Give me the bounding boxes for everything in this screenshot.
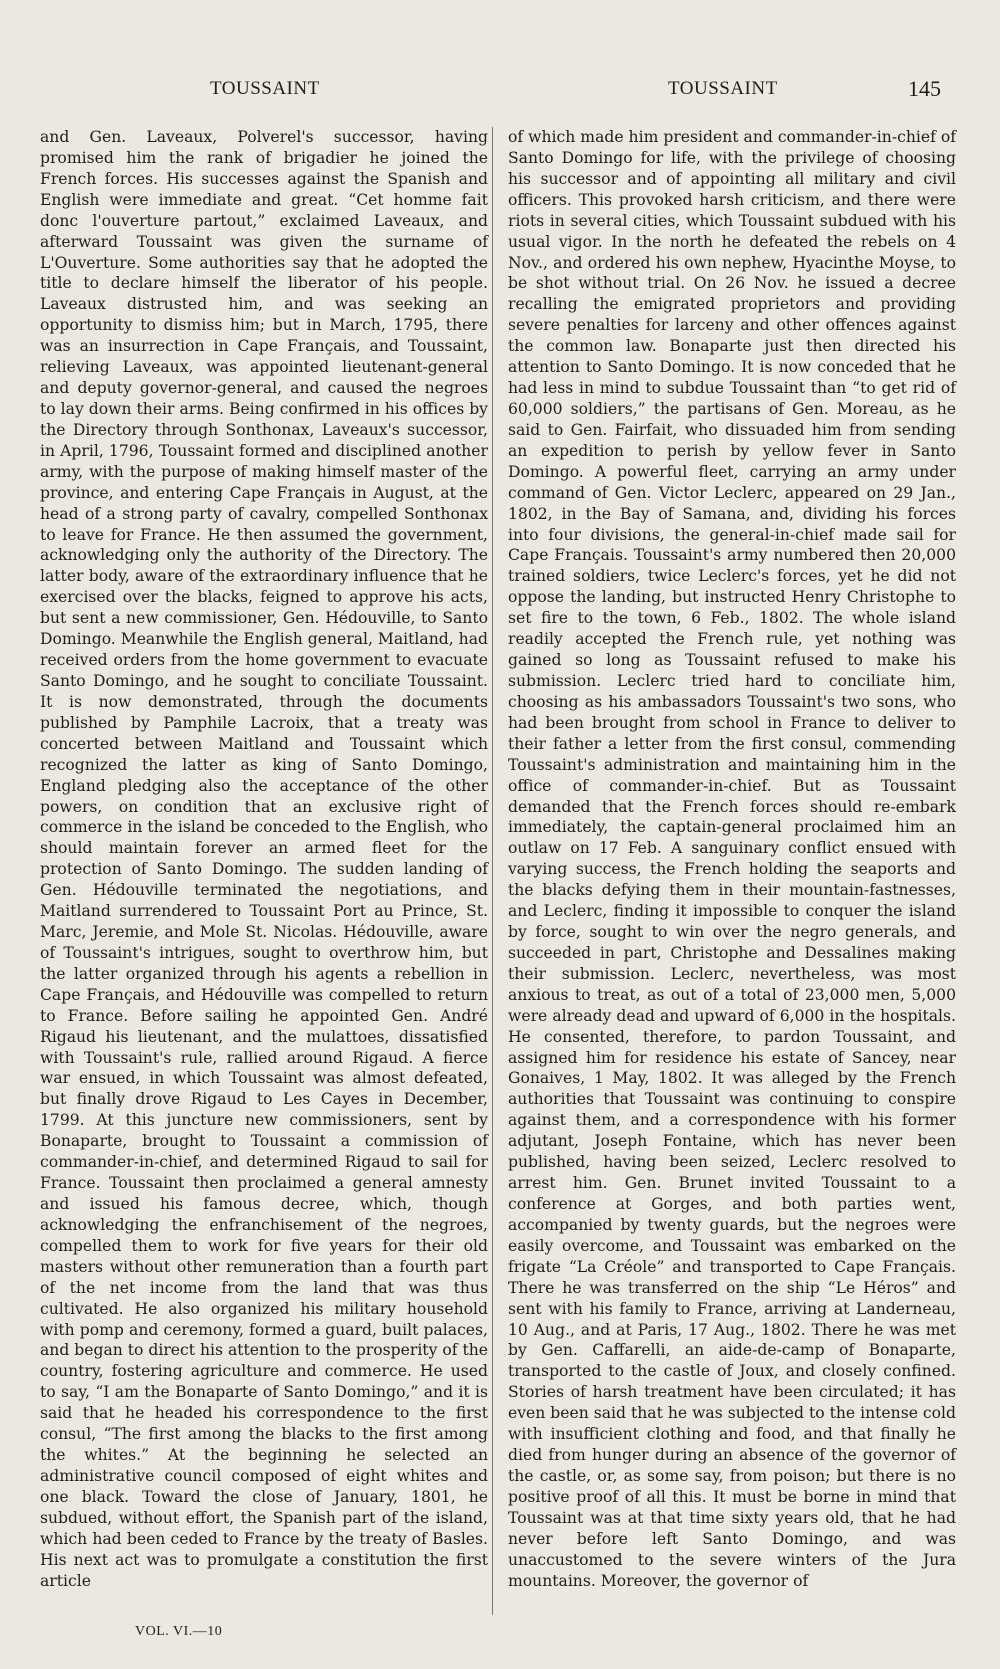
running-head-left: TOUSSAINT [210, 78, 320, 99]
text-column-right [508, 127, 956, 1592]
text-column-left [40, 127, 488, 1592]
body-text-left: and Gen. Laveaux, Polverel's successor, having promised him the rank of brigadier he joined the French forces. His successes against the Spanish and English were immediate and great. “Cet homme fait donc l'ouverture partout,” exclaimed Laveaux, and afterward Toussaint was given the surname of L'Ouverture. Some authorities say that he adopted the title to declare himself the liberator of his people. Laveaux distrusted him, and was seeking an opportunity to dismiss him; but in March, 1795, there was an insurrection in Cape Français, and Toussaint, relieving Laveaux, was appointed lieutenant-general and deputy governor-general, and caused the negroes to lay down their arms. Being confirmed in his offices by the Directory through Sonthonax, Laveaux's successor, in April, 1796, Toussaint formed and disciplined another army, with the purpose of making himself master of the province, and entering Cape Français in August, at the head of a strong party of cavalry, compelled Sonthonax to leave for France. He then assumed the government, acknowledging only the authority of the Directory. The latter body, aware of the extraordinary influence that he exercised over the blacks, feigned to approve his acts, but sent a new commissioner, Gen. Hédouville, to Santo Domingo. Meanwhile the English general, Maitland, had received orders from the home government to evacuate Santo Domingo, and he sought to conciliate Toussaint. It is now demonstrated, through the documents published by Pamphile Lacroix, that a treaty was concerted between Maitland and Toussaint which recognized the latter as king of Santo Domingo, England pledging also the acceptance of the other powers, on condition that an exclusive right of commerce in the island be conceded to the English, who should maintain forever an armed fleet for the protection of Santo Domingo. The sudden landing of Gen. Hédouville terminated the negotiations, and Maitland surrendered to Toussaint Port au Prince, St. Marc, Jeremie, and Mole St. Nicolas. Hédouville, aware of Toussaint's intrigues, sought to overthrow him, but the latter organized through his agents a rebellion in Cape Français, and Hédouville was compelled to return to France. Before sailing he appointed Gen. André Rigaud his lieutenant, and the mulattoes, dissatisfied with Toussaint's rule, rallied around Rigaud. A fierce war ensued, in which Toussaint was almost defeated, but finally drove Rigaud to Les Cayes in December, 1799. At this juncture new commissioners, sent by Bonaparte, brought to Toussaint a commission of commander-in-chief, and determined Rigaud to sail for France. Toussaint then proclaimed a general amnesty and issued his famous decree, which, though acknowledging the enfranchisement of the negroes, compelled them to work for five years for their old masters without other remuneration than a fourth part of the net income from the land that was thus cultivated. He also organized his military household with pomp and ceremony, formed a guard, built palaces, and began to direct his attention to the prosperity of the country, fostering agriculture and commerce. He used to say, “I am the Bonaparte of Santo Domingo,” and it is said that he headed his correspondence to the first consul, “The first among the blacks to the first among the whites.” At the beginning he selected an administrative council composed of eight whites and one black. Toward the close of January, 1801, he subdued, without effort, the Spanish part of the island, which had been ceded to France by the treaty of Basles. His next act was to promulgate a constitution the first article [40, 128, 488, 1590]
column-divider [492, 127, 493, 1615]
signature-mark: VOL. VI.—10 [135, 1624, 223, 1639]
body-text-right: of which made him president and commander-in-chief of Santo Domingo for life, with the privilege of choosing his successor and of appointing all military and civil officers. This provoked harsh criticism, and there were riots in several cities, which Toussaint subdued with his usual vigor. In the north he defeated the rebels on 4 Nov., and ordered his own nephew, Hyacinthe Moyse, to be shot without trial. On 26 Nov. he issued a decree recalling the emigrated proprietors and providing severe penalties for larceny and other offences against the common law. Bonaparte just then directed his attention to Santo Domingo. It is now conceded that he had less in mind to subdue Toussaint than “to get rid of 60,000 soldiers,” the partisans of Gen. Moreau, as he said to Gen. Fairfait, who dissuaded him from sending an expedition to perish by yellow fever in Santo Domingo. A powerful fleet, carrying an army under command of Gen. Victor Leclerc, appeared on 29 Jan., 1802, in the Bay of Samana, and, dividing his forces into four divisions, the general-in-chief made sail for Cape Français. Toussaint's army numbered then 20,000 trained soldiers, twice Leclerc's forces, yet he did not oppose the landing, but instructed Henry Christophe to set fire to the town, 6 Feb., 1802. The whole island readily accepted the French rule, yet nothing was gained so long as Toussaint refused to make his submission. Leclerc tried hard to conciliate him, choosing as his ambassadors Toussaint's two sons, who had been brought from school in France to deliver to their father a letter from the first consul, commending Toussaint's administration and maintaining him in the office of commander-in-chief. But as Toussaint demanded that the French forces should re-embark immediately, the captain-general proclaimed him an outlaw on 17 Feb. A sanguinary conflict ensued with varying success, the French holding the seaports and the blacks defying them in their mountain-fastnesses, and Leclerc, finding it impossible to conquer the island by force, sought to win over the negro generals, and succeeded in part, Christophe and Dessalines making their submission. Leclerc, nevertheless, was most anxious to treat, as out of a total of 23,000 men, 5,000 were already dead and upward of 6,000 in the hospitals. He consented, therefore, to pardon Toussaint, and assigned him for residence his estate of Sancey, near Gonaives, 1 May, 1802. It was alleged by the French authorities that Toussaint was continuing to conspire against them, and a correspondence with his former adjutant, Joseph Fontaine, which has never been published, having been seized, Leclerc resolved to arrest him. Gen. Brunet invited Toussaint to a conference at Gorges, and both parties went, accompanied by twenty guards, but the negroes were easily overcome, and Toussaint was embarked on the frigate “La Créole” and transported to Cape Français. There he was transferred on the ship “Le Héros” and sent with his family to France, arriving at Landerneau, 10 Aug., and at Paris, 17 Aug., 1802. There he was met by Gen. Caffarelli, an aide-de-camp of Bonaparte, transported to the castle of Joux, and closely confined. Stories of harsh treatment have been circulated; it has even been said that he was subjected to the intense cold with insufficient clothing and food, and that finally he died from hunger during an absence of the governor of the castle, or, as some say, from poison; but there is no positive proof of all this. It must be borne in mind that Toussaint was at that time sixty years old, that he had never before left Santo Domingo, and was unaccustomed to the severe winters of the Jura mountains. Moreover, the governor of [508, 128, 956, 1590]
page-number: 145 [908, 76, 941, 101]
running-head-right: TOUSSAINT [668, 78, 778, 99]
